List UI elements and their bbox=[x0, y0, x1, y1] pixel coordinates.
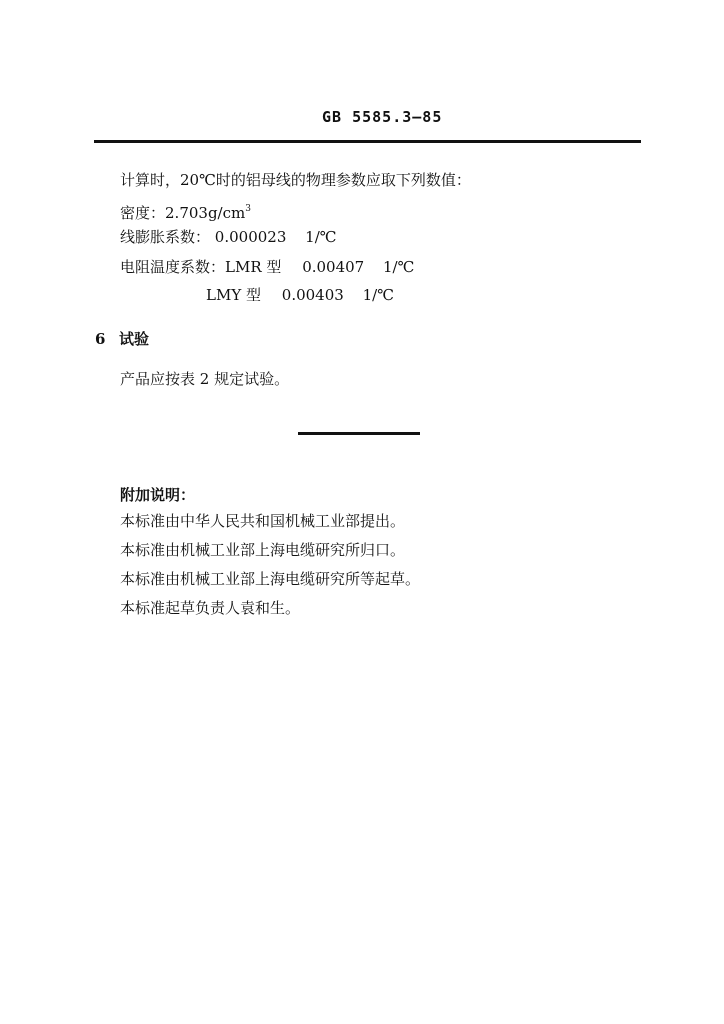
lmr-type: LMR 型 bbox=[225, 258, 282, 276]
section-title: 试验 bbox=[119, 330, 150, 348]
end-rule bbox=[298, 432, 420, 435]
expansion-value: 0.000023 bbox=[214, 228, 287, 246]
intro-paragraph: 计算时，20℃时的铝母线的物理参数应取下列数值： bbox=[120, 171, 471, 189]
section-text: 产品应按表 2 规定试验。 bbox=[120, 370, 290, 388]
resistivity-label: 电阻温度系数： bbox=[120, 258, 226, 276]
lmy-type: LMY 型 bbox=[206, 286, 261, 304]
resistivity-line-lmr bbox=[120, 258, 414, 276]
header-rule bbox=[94, 140, 641, 143]
note-item: 本标准由中华人民共和国机械工业部提出。 bbox=[120, 512, 406, 530]
density-value: 2.703g/cm bbox=[165, 204, 246, 222]
section-number: 6 bbox=[95, 330, 106, 348]
density-exponent: 3 bbox=[245, 204, 251, 214]
density-line bbox=[120, 200, 251, 222]
density-label: 密度： bbox=[120, 204, 166, 222]
expansion-line bbox=[120, 228, 337, 246]
expansion-label: 线膨胀系数： bbox=[120, 228, 211, 246]
lmy-unit: 1/℃ bbox=[362, 286, 394, 304]
lmr-unit: 1/℃ bbox=[383, 258, 415, 276]
section-heading bbox=[95, 330, 149, 348]
resistivity-line-lmy bbox=[206, 286, 394, 304]
lmr-value: 0.00407 bbox=[302, 258, 365, 276]
standard-code: GB 5585.3—85 bbox=[322, 108, 443, 126]
expansion-unit: 1/℃ bbox=[305, 228, 337, 246]
note-item: 本标准由机械工业部上海电缆研究所等起草。 bbox=[120, 570, 421, 588]
note-item: 本标准起草负责人袁和生。 bbox=[120, 599, 301, 617]
lmy-value: 0.00403 bbox=[281, 286, 344, 304]
note-item: 本标准由机械工业部上海电缆研究所归口。 bbox=[120, 541, 406, 559]
notes-title: 附加说明： bbox=[120, 486, 196, 504]
